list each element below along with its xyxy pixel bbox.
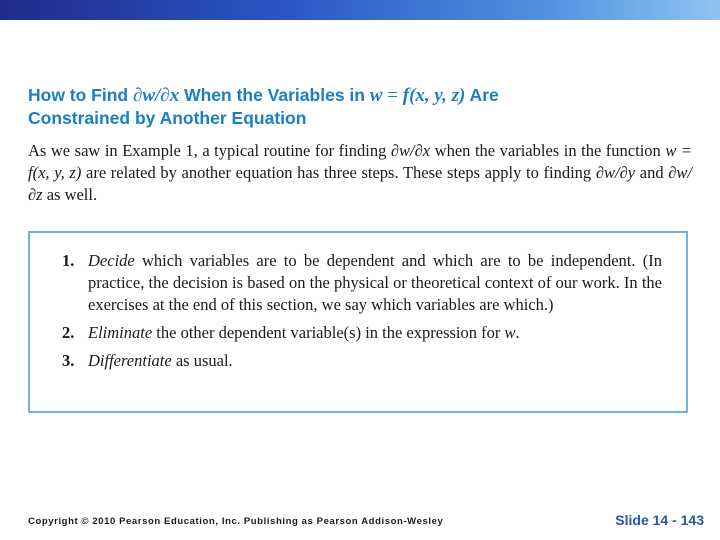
intro-text: when the variables in the function [430, 141, 666, 160]
slide-number: Slide 14 - 143 [615, 512, 704, 528]
heading-text: When the Variables in [179, 85, 370, 105]
step-text [88, 250, 662, 316]
intro-text: As we saw in Example 1, a typical routine for finding [28, 141, 391, 160]
step-punct: . [515, 323, 520, 342]
step-math-w: w [504, 323, 516, 342]
heading-text: How to Find [28, 85, 133, 105]
heading-line-1 [28, 84, 668, 107]
copyright-footer: Copyright © 2010 Pearson Education, Inc. Publishing as Pearson Addison-Wesley [28, 516, 444, 527]
intro-math: w = f(x, y, z) [28, 141, 693, 182]
step-item [62, 322, 662, 344]
step-number: 2. [62, 323, 75, 342]
heading-math-eq: = [382, 85, 403, 106]
step-keyword: Differentiate [88, 351, 172, 370]
intro-text: as well. [42, 185, 98, 204]
heading-math-w: w [369, 85, 383, 106]
intro-math: ∂w/∂z [28, 163, 693, 204]
heading-text: Are [465, 85, 499, 105]
step-text [88, 350, 662, 372]
intro-math: ∂w/∂x [390, 141, 431, 160]
step-body: which variables are to be dependent and which are to be independent. (In practice, the decision is based on the physical or theoretical context of our work. In the exercises at the end of this section, we say which variables are which.) [88, 251, 662, 314]
step-keyword: Decide [88, 251, 135, 270]
step-number: 3. [62, 351, 75, 370]
step-keyword: Eliminate [88, 323, 153, 342]
heading-line-2: Constrained by Another Equation [28, 108, 307, 128]
step-item [62, 250, 662, 316]
intro-text: and [635, 163, 669, 182]
slide-heading [28, 84, 668, 129]
top-banner-bar [0, 0, 720, 20]
step-body: the other dependent variable(s) in the expression for [152, 323, 505, 342]
heading-math-args: (x, y, z) [409, 85, 466, 106]
intro-paragraph [28, 140, 692, 206]
step-number: 1. [62, 251, 75, 270]
step-text [88, 322, 662, 344]
step-item [62, 350, 662, 372]
intro-math: ∂w/∂y [595, 163, 636, 182]
heading-math-f: f [402, 85, 410, 106]
step-body: as usual. [171, 351, 233, 370]
intro-text: are related by another equation has three steps. These steps apply to finding [81, 163, 596, 182]
heading-math-partial: ∂w/∂x [132, 85, 180, 106]
steps-list [62, 250, 662, 378]
